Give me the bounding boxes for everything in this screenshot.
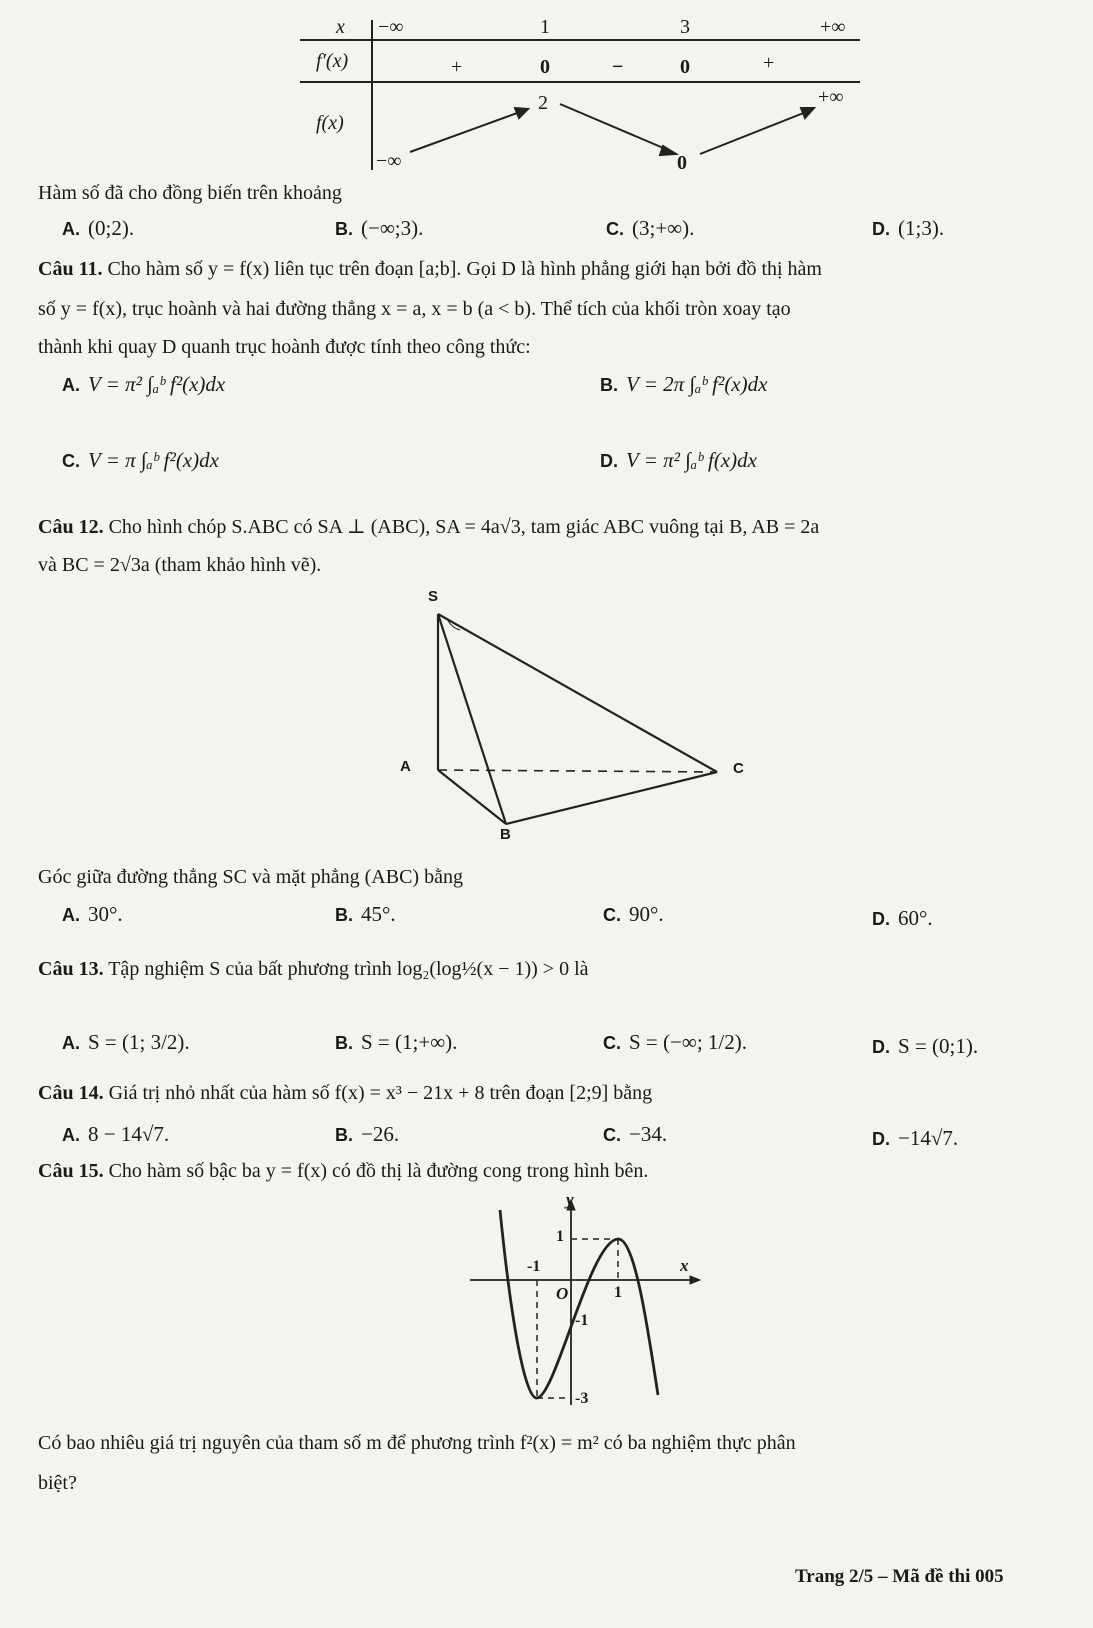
q15-text: Cho hàm số bậc ba y = f(x) có đồ thị là đường cong trong hình bên.	[108, 1160, 649, 1182]
graph-y-neg-three: -3	[575, 1390, 589, 1407]
graph-y-label: y	[566, 1190, 574, 1209]
graph-y-neg-one: -1	[575, 1312, 589, 1329]
q15-question-1: Có bao nhiêu giá trị nguyên của tham số m để phương trình f²(x) = m² có ba nghiệm thực phân	[38, 1432, 796, 1454]
var-row-x: x	[336, 16, 345, 38]
q12-question: Góc giữa đường thẳng SC và mặt phẳng (ABC) bằng	[38, 866, 463, 888]
var-row-fprime: f′(x)	[316, 50, 349, 72]
option-label: A.	[62, 1125, 80, 1145]
option-label: B.	[335, 219, 353, 239]
option-text: 45°.	[361, 902, 396, 926]
q10-stem: Hàm số đã cho đồng biến trên khoảng	[38, 182, 342, 204]
option-text: S = (1; 3/2).	[88, 1030, 190, 1054]
option-label: B.	[335, 1033, 353, 1053]
option-label: D.	[872, 909, 890, 929]
x-one: 1	[540, 16, 550, 38]
option-label: C.	[606, 219, 624, 239]
option-label: A.	[62, 375, 80, 395]
option-label: A.	[62, 219, 80, 239]
graph-origin-label: O	[556, 1284, 569, 1303]
option-text: −14√7.	[898, 1126, 959, 1150]
q11-number: Câu 11.	[38, 258, 103, 280]
graph-y-one: 1	[556, 1228, 564, 1245]
option-label: B.	[600, 375, 618, 395]
q15-number: Câu 15.	[38, 1160, 104, 1182]
option-label: C.	[603, 1125, 621, 1145]
option-label: D.	[872, 219, 890, 239]
var-row-f: f(x)	[316, 112, 344, 134]
option-text: (0;2).	[88, 216, 135, 240]
q11-text-1: Cho hàm số y = f(x) liên tục trên đoạn [a;b]. Gọi D là hình phẳng giới hạn bởi đồ thị hàm	[107, 258, 822, 280]
graph-x-neg-one: -1	[527, 1258, 541, 1275]
option-label: C.	[603, 905, 621, 925]
option-label: A.	[62, 1033, 80, 1053]
vertex-c-label: C	[733, 760, 744, 777]
option-text: 90°.	[629, 902, 664, 926]
q13-text: Tập nghiệm S của bất phương trình log₂(log½(x − 1)) > 0 là	[108, 958, 589, 980]
option-text: (−∞;3).	[361, 216, 424, 240]
option-label: B.	[335, 905, 353, 925]
vertex-b-label: B	[500, 826, 511, 843]
q12-number: Câu 12.	[38, 516, 104, 538]
option-text: V = π² ∫ₐᵇ f(x)dx	[626, 448, 757, 472]
x-neg-inf: −∞	[378, 16, 404, 38]
sign-2: 0	[540, 56, 550, 78]
q14-text: Giá trị nhỏ nhất của hàm số f(x) = x³ − 21x + 8 trên đoạn [2;9] bằng	[108, 1082, 653, 1104]
graph-x-label: x	[680, 1256, 689, 1275]
sign-5: +	[763, 52, 775, 74]
option-text: (1;3).	[898, 216, 945, 240]
f-neg-inf: −∞	[376, 150, 402, 172]
option-text: V = π² ∫ₐᵇ f²(x)dx	[88, 372, 226, 396]
option-label: D.	[600, 451, 618, 471]
option-label: D.	[872, 1129, 890, 1149]
option-text: (3;+∞).	[632, 216, 695, 240]
option-text: 60°.	[898, 906, 933, 930]
option-text: S = (0;1).	[898, 1034, 979, 1058]
f-min: 0	[677, 152, 687, 174]
option-text: V = π ∫ₐᵇ f²(x)dx	[88, 448, 219, 472]
q11-line2: số y = f(x), trục hoành và hai đường thẳng x = a, x = b (a < b). Thể tích của khối tròn xoay tạo	[38, 298, 791, 320]
graph-x-one: 1	[614, 1284, 622, 1301]
option-text: −26.	[361, 1122, 400, 1146]
option-text: V = 2π ∫ₐᵇ f²(x)dx	[626, 372, 768, 396]
option-text: 8 − 14√7.	[88, 1122, 170, 1146]
q12-line2: và BC = 2√3a (tham khảo hình vẽ).	[38, 554, 322, 576]
option-text: S = (1;+∞).	[361, 1030, 458, 1054]
page-footer: Trang 2/5 – Mã đề thi 005	[795, 1566, 1004, 1587]
f-max: 2	[538, 92, 548, 114]
option-label: C.	[62, 451, 80, 471]
q15-question-2: biệt?	[38, 1472, 77, 1494]
sign-4: 0	[680, 56, 690, 78]
f-pos-inf: +∞	[818, 86, 844, 108]
vertex-a-label: A	[400, 758, 411, 775]
option-text: −34.	[629, 1122, 668, 1146]
option-label: C.	[603, 1033, 621, 1053]
option-text: 30°.	[88, 902, 123, 926]
option-label: D.	[872, 1037, 890, 1057]
option-text: S = (−∞; 1/2).	[629, 1030, 747, 1054]
q11-line3: thành khi quay D quanh trục hoành được tính theo công thức:	[38, 336, 531, 358]
x-three: 3	[680, 16, 690, 38]
option-label: B.	[335, 1125, 353, 1145]
sign-1: +	[451, 56, 463, 78]
q12-text-1: Cho hình chóp S.ABC có SA ⊥ (ABC), SA = 4a√3, tam giác ABC vuông tại B, AB = 2a	[108, 516, 820, 538]
vertex-s-label: S	[428, 588, 439, 605]
x-pos-inf: +∞	[820, 16, 846, 38]
q13-number: Câu 13.	[38, 958, 104, 980]
option-label: A.	[62, 905, 80, 925]
q14-number: Câu 14.	[38, 1082, 104, 1104]
sign-3: −	[612, 56, 624, 78]
